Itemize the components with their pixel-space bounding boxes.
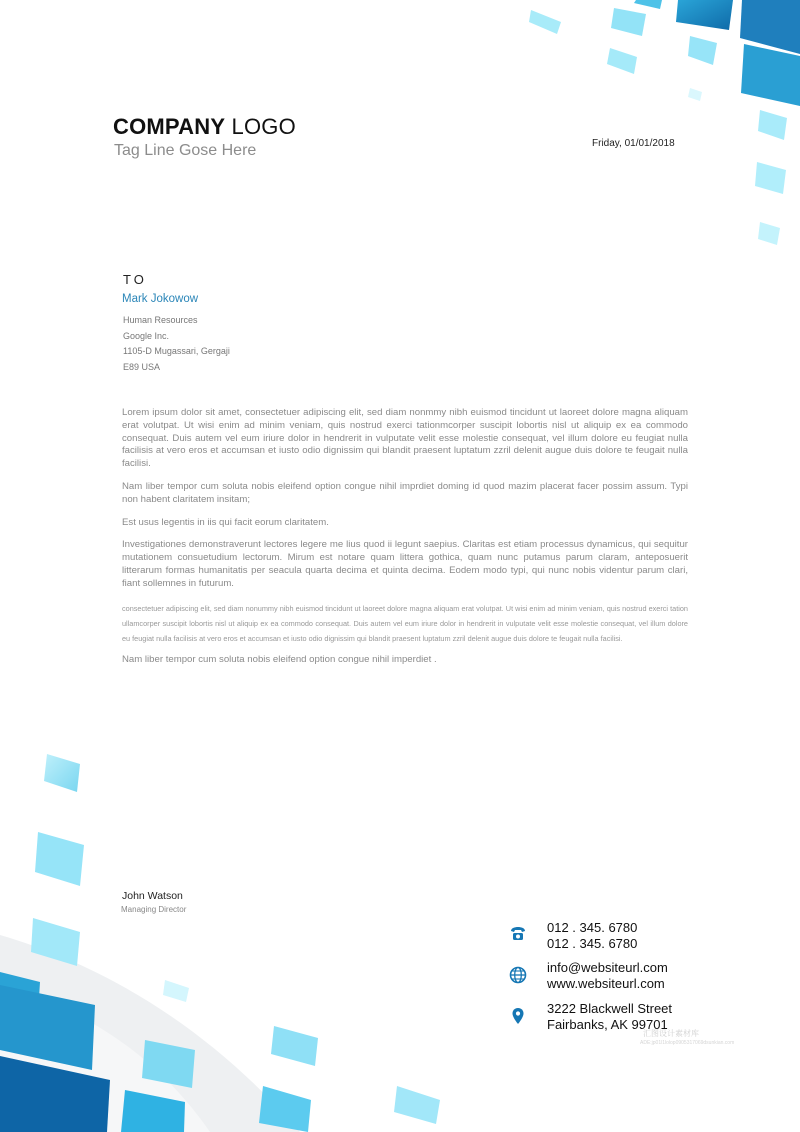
top-right-mosaic (529, 0, 800, 245)
company-logo: COMPANY LOGO (113, 114, 296, 139)
to-label: TO (123, 272, 147, 287)
signer-name: John Watson (122, 890, 183, 902)
globe-icon (509, 966, 527, 984)
recipient-name: Mark Jokowow (122, 293, 199, 305)
city-address: Fairbanks, AK 99701 (547, 1016, 668, 1032)
watermark-subtext: ADE:jp01l1lolop0905317069dsunkian.com (640, 1040, 735, 1046)
website-link[interactable]: www.websiteurl.com (547, 975, 665, 991)
address-line: E89 USA (123, 362, 161, 373)
phone-icon (509, 925, 527, 943)
address-line: Google Inc. (123, 330, 170, 341)
signer-title: Managing Director (121, 905, 187, 914)
letter-body (122, 407, 688, 677)
address-line: 1105-D Mugassari, Gergaji (123, 346, 230, 357)
phone-number: 012 . 345. 6780 (547, 920, 638, 935)
body-paragraph: Nam liber tempor cum soluta nobis eleifend option congue nihil imprdiet doming id quod mazim placerat facer possim assum. Typi non habent claritatem insitam; (122, 480, 688, 505)
watermark: 汇图设计素材库 (643, 1029, 699, 1038)
body-paragraph-small: consectetuer adipiscing elit, sed diam nonummy nibh euismod tincidunt ut laoreet dolore magna aliquam erat volutpat. Ut wisi enim ad minim veniam, quis nostrud exerci tation ullamcorper suscipit lobortis nisl ut aliquip ex ea commodo consequat. Duis autem vel eum iriure dolor in hendrerit in vulputate velit esse molestie consequat, vel illum dolore eu feugiat nulla facilisis at vero eros et accumsan et iusto odio dignissim qui blandit praesent luptatum zzril delenit augue duis dolore te feugait nulla facilisi. (122, 603, 688, 644)
recipient-address (123, 313, 230, 376)
letter-date: Friday, 01/01/2018 (592, 138, 675, 149)
body-paragraph: Lorem ipsum dolor sit amet, consectetuer adipiscing elit, sed diam nonmmy nibh euismod tincidunt ut laoreet dolore magna aliquam erat volutpat. Ut wisi enim ad minim veniam, quis nostrud exerci tationmcorper suscipit lobortis nisl ut aliquip ex ea commodo consequat. Duis autem vel eum iriure dolor in hendrerit in vulputate velit esse molestie consequat, vel illum dolore eu feugiat nulla facilisis at vero eros et accumsan et iusto odio dignissim qui blandit praesent luptatum zzril delenit augue duis dolore te feugait nulla facilisi. (122, 407, 688, 470)
address-line: Human Resources (123, 315, 198, 325)
location-pin-icon (509, 1007, 527, 1025)
body-paragraph: Est usus legentis in iis qui facit eorum claritatem. (122, 516, 329, 528)
body-paragraph: Investigationes demonstraverunt lectores legere me lius quod ii legunt saepius. Claritas est etiam processus dynamicus, qui sequitur mutationem consuetudium lectorum. Mirum est notare quam littera gothica, quam nunc putamus parum claram, anteposuerit litterarum formas humanitatis per seacula quarta decima et quinta decima. Eodem modo typi, qui nunc nobis videntur parum clari, fiant sollemnes in futurum. (122, 539, 688, 589)
body-paragraph: Nam liber tempor cum soluta nobis eleifend option congue nihil imperdiet . (122, 654, 437, 666)
email-link[interactable]: info@websiteurl.com (547, 960, 668, 975)
company-tagline: Tag Line Gose Here (114, 142, 257, 159)
phone-number: 012 . 345. 6780 (547, 935, 638, 951)
street-address: 3222 Blackwell Street (547, 1001, 673, 1016)
